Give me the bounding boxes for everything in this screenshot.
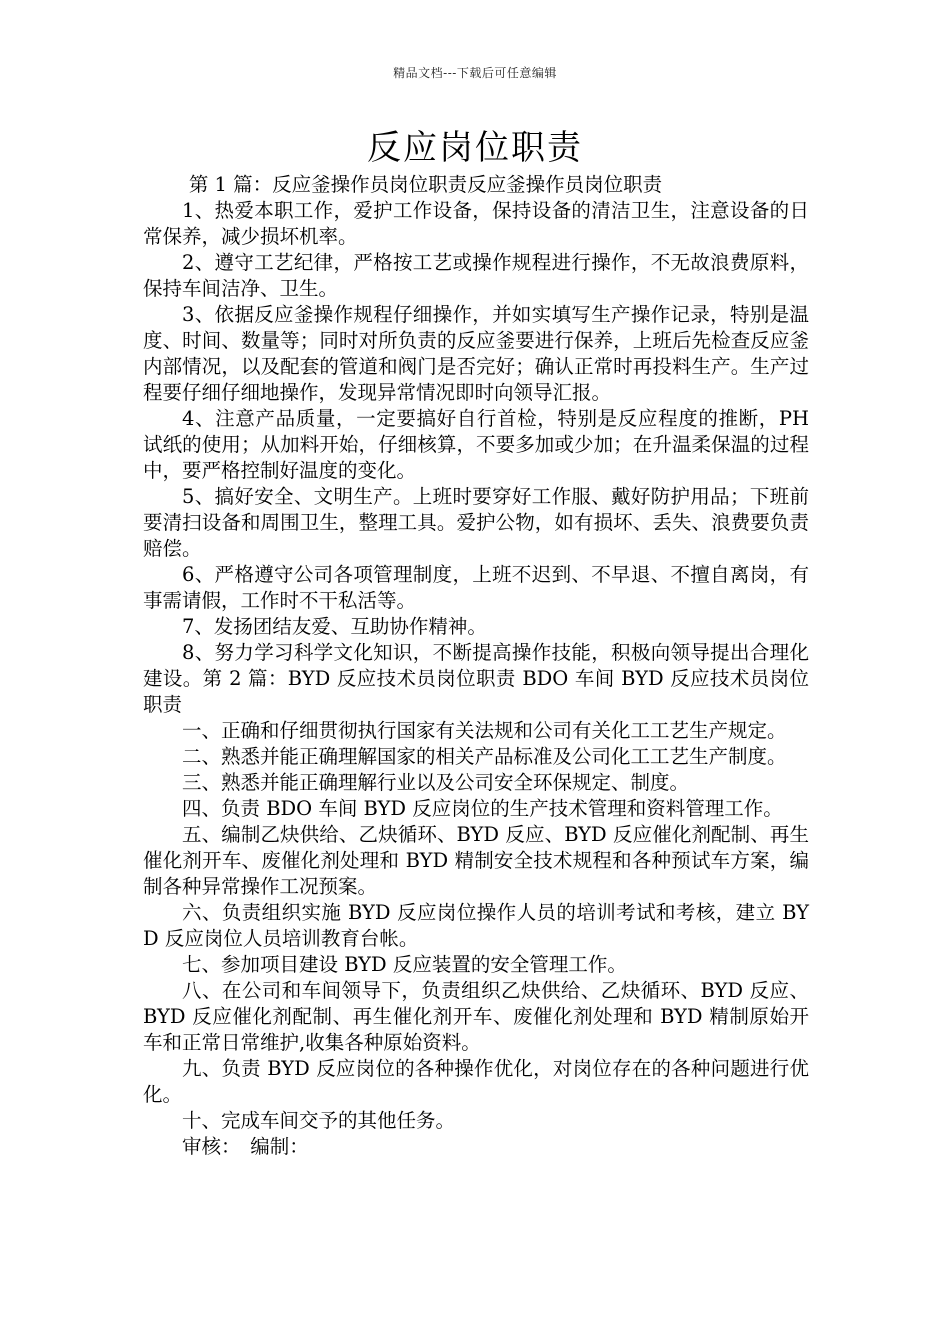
paragraph-item-1: 1、热爱本职工作，爱护工作设备，保持设备的清洁卫生，注意设备的日常保养，减少损坏机率。	[143, 199, 809, 248]
paragraph-item-5: 5、搞好安全、文明生产。上班时要穿好工作服、戴好防护用品；下班前要清扫设备和周围卫生，整理工具。爱护公物，如有损坏、丢失、浪费要负责赔偿。	[143, 485, 809, 560]
paragraph-section-10: 十、完成车间交予的其他任务。	[182, 1109, 456, 1132]
paragraph-section-1: 一、正确和仔细贯彻执行国家有关法规和公司有关化工工艺生产规定。	[182, 719, 787, 742]
paragraph-intro: 第 1 篇：反应釜操作员岗位职责反应釜操作员岗位职责	[188, 173, 663, 196]
paragraph-item-8: 8、努力学习科学文化知识，不断提高操作技能，积极向领导提出合理化建设。第 2 篇：BYD 反应技术员岗位职责 BDO 车间 BYD 反应技术员岗位职责	[143, 641, 809, 716]
paragraph-section-3: 三、熟悉并能正确理解行业以及公司安全环保规定、制度。	[182, 771, 690, 794]
header-note: 精品文档---下载后可任意编辑	[393, 66, 557, 80]
paragraph-section-5: 五、编制乙炔供给、乙炔循环、BYD 反应、BYD 反应催化剂配制、再生催化剂开车、废催化剂处理和 BYD 精制安全技术规程和各种预试车方案，编制各种异常操作工况预案。	[143, 823, 809, 898]
paragraph-item-3: 3、依据反应釜操作规程仔细操作，并如实填写生产操作记录，特别是温度、时间、数量等；同时对所负责的反应釜要进行保养，上班后先检查反应釜内部情况，以及配套的管道和阀门是否完好；确认正常时再投料生产。生产过程要仔细仔细地操作，发现异常情况即时向领导汇报。	[143, 303, 809, 404]
paragraph-item-4: 4、注意产品质量，一定要搞好自行首检，特别是反应程度的推断，PH 试纸的使用；从加料开始，仔细核算，不要多加或少加；在升温柔保温的过程中，要严格控制好温度的变化。	[143, 407, 809, 482]
paragraph-item-2: 2、遵守工艺纪律，严格按工艺或操作规程进行操作，不无故浪费原料，保持车间洁净、卫生。	[143, 251, 809, 300]
paragraph-item-6: 6、严格遵守公司各项管理制度，上班不迟到、不早退、不擅自离岗，有事需请假，工作时不干私活等。	[143, 563, 809, 612]
paragraph-section-4: 四、负责 BDO 车间 BYD 反应岗位的生产技术管理和资料管理工作。	[182, 797, 783, 820]
paragraph-item-7: 7、发扬团结友爱、互助协作精神。	[182, 615, 487, 638]
document-title: 反应岗位职责	[367, 128, 583, 168]
paragraph-section-6: 六、负责组织实施 BYD 反应岗位操作人员的培训考试和考核，建立 BYD 反应岗位人员培训教育台帐。	[143, 901, 809, 950]
paragraph-section-7: 七、参加项目建设 BYD 反应装置的安全管理工作。	[182, 953, 627, 976]
paragraph-section-9: 九、负责 BYD 反应岗位的各种操作优化，对岗位存在的各种问题进行优化。	[143, 1057, 809, 1106]
document-body	[143, 172, 809, 1160]
signature-line: 审核： 编制：	[182, 1135, 309, 1158]
paragraph-section-2: 二、熟悉并能正确理解国家的相关产品标准及公司化工工艺生产制度。	[182, 745, 787, 768]
paragraph-section-8: 八、在公司和车间领导下，负责组织乙炔供给、乙炔循环、BYD 反应、BYD 反应催化剂配制、再生催化剂开车、废催化剂处理和 BYD 精制原始开车和正常日常维护,收集各种原始资料。	[143, 979, 809, 1054]
